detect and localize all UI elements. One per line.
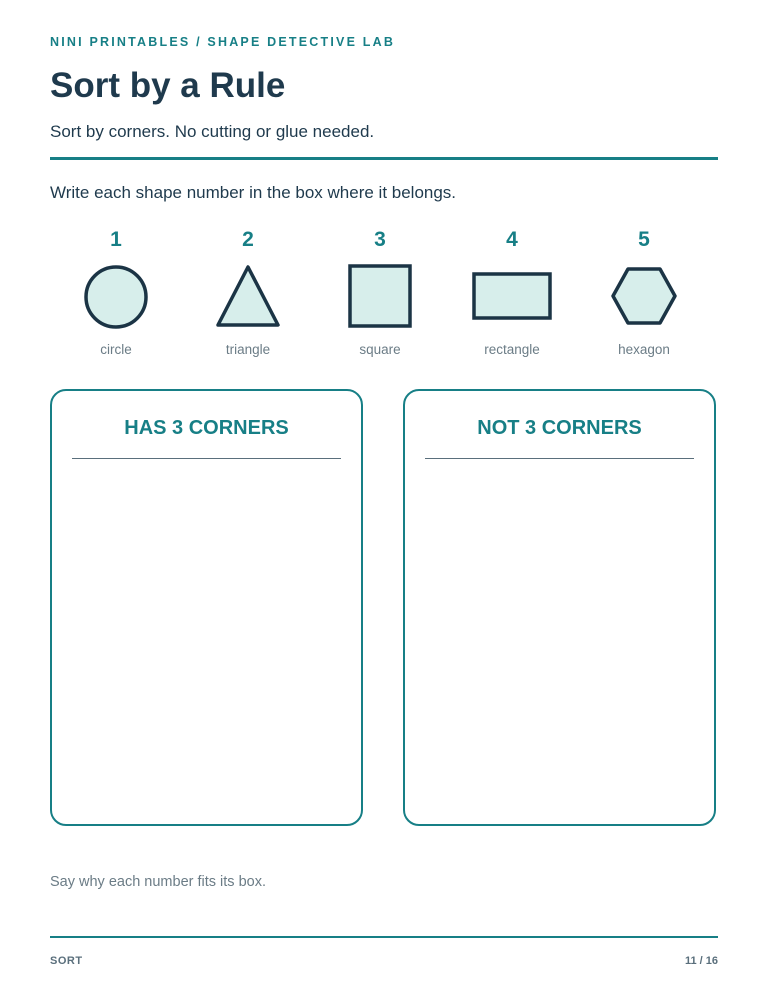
shape-name: circle	[100, 342, 132, 357]
sort-box-divider	[72, 458, 341, 459]
shape-item-rectangle	[446, 228, 578, 363]
footer-section-label: SORT	[50, 955, 83, 967]
shape-number: 5	[638, 228, 650, 251]
circle-shape-icon	[76, 262, 156, 332]
footer-divider	[50, 936, 718, 938]
shape-name: square	[359, 342, 401, 357]
shape-number: 2	[242, 228, 254, 251]
page-title: Sort by a Rule	[50, 66, 286, 105]
square-shape-icon	[340, 262, 420, 332]
rectangle-shape-icon	[472, 262, 552, 332]
header-divider	[50, 157, 718, 160]
shape-number: 4	[506, 228, 518, 251]
page-number: 11 / 16	[684, 955, 718, 967]
sort-box-heading: NOT 3 CORNERS	[477, 417, 642, 439]
shape-item-hexagon	[578, 228, 710, 363]
shape-item-circle	[50, 228, 182, 363]
page-subtitle: Sort by corners. No cutting or glue needed.	[50, 122, 375, 141]
hexagon-shape-icon	[604, 262, 684, 332]
sort-box-not-3-corners[interactable]	[403, 389, 716, 826]
shape-item-square	[314, 228, 446, 363]
triangle-shape-icon	[208, 262, 288, 332]
footnote-text: Say why each number fits its box.	[50, 874, 266, 890]
shape-number: 1	[110, 228, 122, 251]
shape-name: triangle	[225, 342, 271, 357]
sort-box-heading: HAS 3 CORNERS	[124, 417, 289, 439]
sort-box-divider	[425, 458, 694, 459]
shape-name: hexagon	[618, 342, 670, 357]
shape-number: 3	[374, 228, 386, 251]
brand-label: NINI PRINTABLES / SHAPE DETECTIVE LAB	[50, 35, 396, 49]
shape-item-triangle	[182, 228, 314, 363]
instruction-text: Write each shape number in the box where it belongs.	[50, 183, 457, 202]
shape-name: rectangle	[484, 342, 540, 357]
sort-box-has-3-corners[interactable]	[50, 389, 363, 826]
